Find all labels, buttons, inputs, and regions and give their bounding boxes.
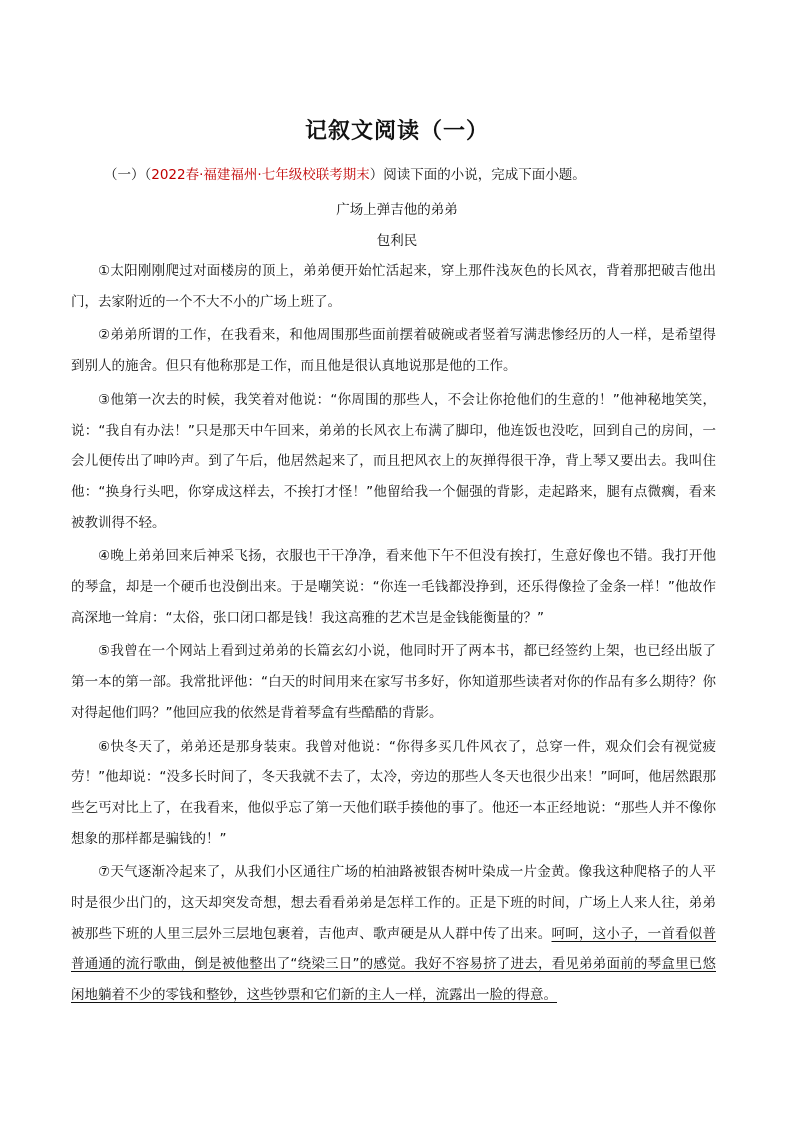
underlined-sentence-2: 我好不容易挤了进去，看见弟弟面前的琴盒里已悠闲地躺着不少的零钱和整钞，这些钞票和它们新的主人一样，流露出一脸的得意。: [71, 956, 716, 1004]
paragraph-6: ⑥快冬天了，弟弟还是那身装束。我曾对他说：“你得多买几件风衣了，总穿一件，观众们会有视觉疲劳！”他却说：“没多长时间了，冬天我就不去了，太冷，旁边的那些人冬天也很少出来！”呵呵，他居然跟那些乞丐对比上了，在我看来，他似乎忘了第一天他们联手揍他的事了。他还一本正经地说：“那些人并不像你想象的那样都是骗钱的！”: [71, 738, 716, 847]
page-title: 记叙文阅读（一）: [304, 119, 489, 144]
story-author: 包利民: [376, 233, 418, 249]
paragraph-2: ②弟弟所谓的工作，在我看来，和他周围那些面前摆着破碗或者竖着写满悲惨经历的人一样，是希望得到别人的施舍。但只有他称那是工作，而且他是很认真地说那是他的工作。: [71, 327, 716, 375]
story-title: 广场上弹吉他的弟弟: [336, 202, 458, 218]
underlined-sentence-1: 呵呵，这小子，一首看似普普通通的流行歌曲，倒是被他整出了“绕梁三日”的感觉。: [71, 925, 717, 973]
intro-prefix: （一）（: [104, 167, 152, 183]
paragraph-5: ⑤我曾在一个网站上看到过弟弟的长篇玄幻小说，他同时开了两本书，都已经签约上架，也已经出版了第一本的第一部。我常批评他：“白天的时间用来在家写书多好，你知道那些读者对你的作品有多么期待？你对得起他们吗？”他回应我的依然是背着琴盒有些酷酷的背影。: [71, 643, 716, 721]
intro-suffix: ）阅读下面的小说，完成下面小题。: [369, 167, 586, 183]
paragraph-7: [71, 857, 716, 1011]
paragraph-7-text: ⑦天气逐渐冷起来了，从我们小区通往广场的柏油路被银杏树叶染成一片金黄。像我这种爬格子的人平时是很少出门的，这天却突发奇想，想去看看弟弟是怎样工作的。正是下班的时间，广场上人来人往，弟弟被那些下班的人里三层外三层地包裹着，吉他声、歌声硬是从人群中传了出来。: [71, 864, 716, 942]
story-body: [71, 256, 716, 1014]
source-tag: 2022春·福建福州·七年级校联考期末: [151, 167, 370, 183]
paragraph-4: ④晚上弟弟回来后神采飞扬，衣服也干干净净，看来他下午不但没有挨打，生意好像也不错。我打开他的琴盒，却是一个硬币也没倒出来。于是嘲笑说：“你连一毛钱都没挣到，还乐得像捡了金条一样！”他故作高深地一耸肩：“太俗，张口闭口都是钱！我这高雅的艺术岂是金钱能衡量的？”: [71, 548, 716, 626]
paragraph-3: ③他第一次去的时候，我笑着对他说：“你周围的那些人，不会让你抢他们的生意的！”他神秘地笑笑，说：“我自有办法！”只是那天中午回来，弟弟的长风衣上布满了脚印，他连饭也没吃，回到自己的房间，一会儿便传出了呻吟声。到了午后，他居然起来了，而且把风衣上的灰掸得很干净，背上琴又要出去。我叫住他：“换身行头吧，你穿成这样去，不挨打才怪！”他留给我一个倔强的背影，走起路来，腿有点微瘸，看来被教训得不轻。: [71, 391, 716, 531]
paragraph-1: ①太阳刚刚爬过对面楼房的顶上，弟弟便开始忙活起来，穿上那件浅灰色的长风衣，背着那把破吉他出门，去家附近的一个不大不小的广场上班了。: [71, 263, 716, 310]
question-intro: [104, 163, 586, 183]
